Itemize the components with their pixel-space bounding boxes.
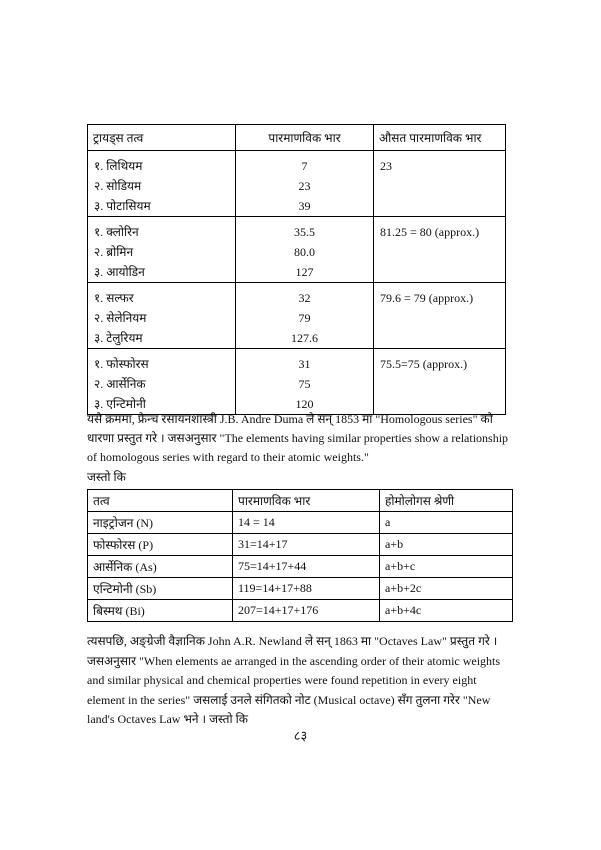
series-cell: a+b+4c bbox=[380, 600, 513, 622]
table-row bbox=[88, 556, 513, 578]
triad-group-row bbox=[88, 217, 506, 283]
weight-cell: 14 = 14 bbox=[233, 512, 380, 534]
header-element: तत्व bbox=[88, 490, 233, 512]
element-name: १. फोस्फोरस bbox=[94, 357, 149, 371]
atomic-weight: 127 bbox=[295, 265, 314, 279]
atomic-weights-cell bbox=[236, 349, 374, 415]
average-weight-cell bbox=[374, 349, 506, 415]
average-weight-cell bbox=[374, 217, 506, 283]
homologous-series-table bbox=[87, 489, 513, 622]
atomic-weights-cell bbox=[236, 217, 374, 283]
element-name: १. क्लोरिन bbox=[94, 225, 139, 239]
triad-group-row bbox=[88, 151, 506, 217]
atomic-weight: 32 bbox=[298, 291, 311, 305]
page-number: ८३ bbox=[293, 728, 308, 743]
atomic-weight: 75 bbox=[298, 377, 311, 391]
atomic-weight: 35.5 bbox=[294, 225, 315, 239]
header-atomic-weight: पारमाणविक भार bbox=[233, 490, 380, 512]
weight-cell: 119=14+17+88 bbox=[233, 578, 380, 600]
table-row bbox=[88, 534, 513, 556]
atomic-weight: 31 bbox=[298, 357, 311, 371]
average-weight-cell bbox=[374, 283, 506, 349]
table-row bbox=[88, 600, 513, 622]
average-weight: 79.6 = 79 (approx.) bbox=[380, 291, 474, 305]
series-cell: a+b+2c bbox=[380, 578, 513, 600]
element-names-cell bbox=[88, 217, 236, 283]
element-name: २. सोडियम bbox=[94, 179, 142, 193]
element-name: २. ब्रोमिन bbox=[94, 245, 134, 259]
atomic-weight: 23 bbox=[298, 179, 311, 193]
header-homologous-series: होमोलोगस श्रेणी bbox=[380, 490, 513, 512]
element-name: ३. पोटासियम bbox=[94, 199, 151, 213]
series-cell: a bbox=[380, 512, 513, 534]
table-row bbox=[88, 578, 513, 600]
triad-group-row bbox=[88, 349, 506, 415]
element-name: २. सेलेनियम bbox=[94, 311, 147, 325]
triads-header-row bbox=[88, 125, 506, 151]
element-names-cell bbox=[88, 283, 236, 349]
homologous-series-paragraph: यसै क्रममा, फ्रेन्च रसायनशास्त्री J.B. Andre Duma ले सन् 1853 मा "Homologous series" को धारणा प्रस्तुत गरे । जसअनुसार "The elements having similar properties show a relationship of homologous series with regard to their atomic weights." bbox=[87, 412, 509, 464]
octaves-law-paragraph: त्यसपछि, अङ्ग्रेजी वैज्ञानिक John A.R. Newland ले सन् 1863 मा "Octaves Law" प्रस्तुत गरे । जसअनुसार "When elements ae arranged in the ascending order of their atomic weights and similar physical and chemical properties were found repetition in every eight element in the series" जसलाई उनले संगितको नोट (Musical octave) सँग तुलना गरेर "New land's Octaves Law भने । जस्तो कि bbox=[87, 634, 501, 726]
element-name: १. लिथियम bbox=[94, 159, 143, 173]
average-weight: 23 bbox=[380, 159, 392, 173]
element-name: ३. टेलुरियम bbox=[94, 331, 143, 345]
atomic-weight: 39 bbox=[298, 199, 311, 213]
atomic-weight: 120 bbox=[295, 397, 314, 411]
element-cell: आर्सेनिक (As) bbox=[88, 556, 233, 578]
average-weight: 81.25 = 80 (approx.) bbox=[380, 225, 480, 239]
weight-cell: 31=14+17 bbox=[233, 534, 380, 556]
atomic-weights-cell bbox=[236, 283, 374, 349]
element-cell: एन्टिमोनी (Sb) bbox=[88, 578, 233, 600]
triads-table bbox=[87, 124, 506, 415]
weight-cell: 207=14+17+176 bbox=[233, 600, 380, 622]
element-names-cell bbox=[88, 349, 236, 415]
element-name: ३. एन्टिमोनी bbox=[94, 397, 146, 411]
for-example-label: जस्तो कि bbox=[87, 470, 126, 484]
average-weight-cell bbox=[374, 151, 506, 217]
element-names-cell bbox=[88, 151, 236, 217]
homologous-header-row bbox=[88, 490, 513, 512]
header-triads-element: ट्रायड्स तत्व bbox=[88, 125, 236, 151]
element-cell: नाइट्रोजन (N) bbox=[88, 512, 233, 534]
header-atomic-weight: पारमाणविक भार bbox=[236, 125, 374, 151]
weight-cell: 75=14+17+44 bbox=[233, 556, 380, 578]
header-average-atomic-weight: औसत पारमाणविक भार bbox=[374, 125, 506, 151]
average-weight: 75.5=75 (approx.) bbox=[380, 357, 468, 371]
element-cell: फोस्फोरस (P) bbox=[88, 534, 233, 556]
atomic-weight: 7 bbox=[301, 159, 308, 173]
atomic-weight: 80.0 bbox=[294, 245, 315, 259]
series-cell: a+b+c bbox=[380, 556, 513, 578]
atomic-weight: 79 bbox=[298, 311, 311, 325]
atomic-weights-cell bbox=[236, 151, 374, 217]
atomic-weight: 127.6 bbox=[291, 331, 318, 345]
element-name: १. सल्फर bbox=[94, 291, 134, 305]
table-row bbox=[88, 512, 513, 534]
triad-group-row bbox=[88, 283, 506, 349]
element-cell: बिस्मथ (Bi) bbox=[88, 600, 233, 622]
element-name: २. आर्सेनिक bbox=[94, 377, 146, 391]
element-name: ३. आयोडिन bbox=[94, 265, 145, 279]
series-cell: a+b bbox=[380, 534, 513, 556]
